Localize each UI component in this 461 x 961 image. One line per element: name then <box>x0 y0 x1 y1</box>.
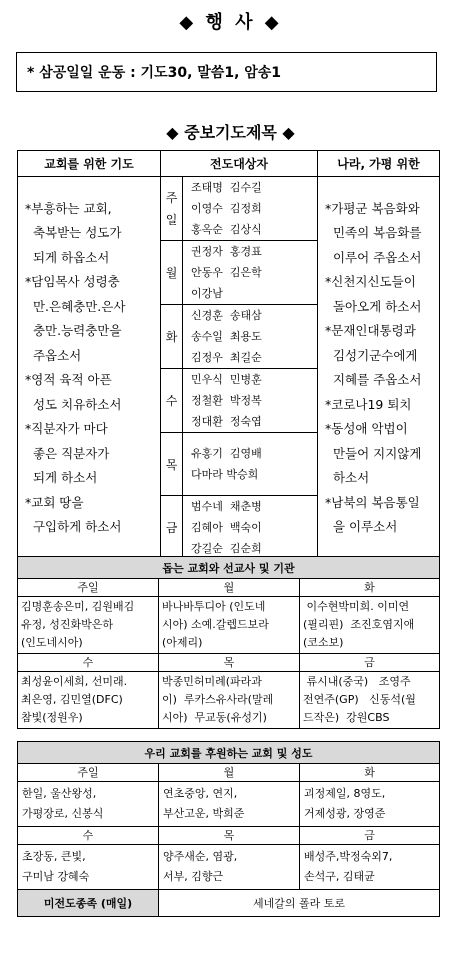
cell-line: 유정, 성진화박은하 <box>21 618 114 631</box>
support-table <box>17 741 440 917</box>
target-name-line: 안동우 김은학 <box>191 266 262 279</box>
support-cell <box>18 782 159 827</box>
day-header: 주일 <box>18 579 159 597</box>
nation-prayer-line: 민족의 복음화를 <box>325 225 422 240</box>
target-names <box>183 241 318 305</box>
cell-line: 이수현박미희. 이미연 <box>303 600 410 613</box>
support-cell <box>300 782 440 827</box>
day-header: 주일 <box>18 764 159 782</box>
target-name-line: 이강남 <box>191 287 223 300</box>
unreached-value: 세네갈의 폴라 토로 <box>159 890 440 917</box>
target-name-line: 정철환 박정복 <box>191 394 262 407</box>
nation-prayer-line: 하소서 <box>325 470 370 485</box>
header-targets: 전도대상자 <box>161 151 318 177</box>
day-label: 월 <box>161 241 183 305</box>
church-prayer-line: *부흥하는 교회, <box>25 200 112 216</box>
cell-line: 최은영, 김민열(DFC) <box>21 693 123 706</box>
target-name-line: 권정자 홍경표 <box>191 245 262 258</box>
support-cell <box>159 845 300 890</box>
day-header: 수 <box>18 654 159 672</box>
target-name-line: 송수일 최용도 <box>191 330 262 343</box>
cell-line: 가평장로, 신봉식 <box>22 807 104 820</box>
cell-line: 이) 루카스유사라(말레 <box>162 693 274 706</box>
nation-prayer-line: 지혜를 주옵소서 <box>325 372 422 387</box>
support-cell <box>300 845 440 890</box>
cell-line: 박종민허미례(파라과 <box>162 675 262 688</box>
church-prayer-line: 충만.능력충만을 <box>25 323 122 338</box>
nation-prayer-line: 을 이루소서 <box>325 519 398 534</box>
day-header: 목 <box>159 654 300 672</box>
target-names <box>183 433 318 496</box>
nation-prayer-line: 만들어 지지않게 <box>325 445 422 461</box>
cell-line: 초장동, 큰빛, <box>22 850 86 863</box>
day-label: 수 <box>161 369 183 433</box>
target-names <box>183 177 318 241</box>
day-header: 화 <box>300 764 440 782</box>
cell-line: (아제리) <box>162 636 203 649</box>
target-name-line: 홍옥순 김상식 <box>191 223 262 236</box>
target-name-line: 범수네 채춘병 <box>191 500 262 513</box>
day-header: 수 <box>18 827 159 845</box>
cell-line: 시아) 무교동(유성기) <box>162 711 267 724</box>
cell-line: (인도네시아) <box>21 636 83 649</box>
prayer-table <box>17 150 440 560</box>
church-prayer-list <box>18 177 161 560</box>
cell-line: 구미남 강혜숙 <box>22 870 90 883</box>
target-name-line: 민우식 민병훈 <box>191 373 262 386</box>
nation-prayer-line: 김성기군수에게 <box>325 347 418 363</box>
unreached-label: 미전도종족 (매일) <box>18 890 159 917</box>
mission-cell <box>18 672 159 729</box>
day-label: 주 일 <box>161 177 183 241</box>
church-prayer-line: 축복받는 성도가 <box>25 225 122 240</box>
cell-line: (필리핀) 조진호염지애 <box>303 618 415 631</box>
support-title: 우리 교회를 후원하는 교회 및 성도 <box>18 742 440 764</box>
nation-prayer-line: *동성애 악법이 <box>325 421 408 436</box>
day-header: 월 <box>159 764 300 782</box>
cell-line: 한일, 울산왕성, <box>22 787 97 800</box>
church-prayer-line: 되게 하옵소서 <box>25 249 110 265</box>
target-name-line: 김혜아 백숙이 <box>191 521 262 534</box>
header-nation: 나라, 가평 위한 <box>318 151 440 177</box>
cell-line: 배성주,박정숙외7, <box>304 850 393 863</box>
target-name-line: 정대환 정숙엽 <box>191 415 262 428</box>
day-header: 목 <box>159 827 300 845</box>
church-prayer-line: 좋은 직분자가 <box>25 445 110 461</box>
target-name-line: 이영수 김정희 <box>191 202 262 215</box>
day-label: 목 <box>161 433 183 496</box>
day-label: 금 <box>161 496 183 560</box>
cell-line: 시아) 소예.갈렙드보라 <box>162 618 269 631</box>
target-name-line: 유홍기 김영배 <box>191 447 262 460</box>
church-prayer-line: *영적 육적 아픈 <box>25 372 112 387</box>
mission-cell <box>300 672 440 729</box>
day-header: 금 <box>300 827 440 845</box>
target-name-line: 김정우 최길순 <box>191 351 262 364</box>
target-names <box>183 369 318 433</box>
cell-line: 거제성광, 장영준 <box>304 807 386 820</box>
church-prayer-line: *직분자가 마다 <box>25 421 108 436</box>
mission-cell <box>159 597 300 654</box>
event-title: ◆ 행 사 ◆ <box>179 12 282 33</box>
header-church: 교회를 위한 기도 <box>18 151 161 177</box>
cell-line: 서부, 김향근 <box>163 870 224 883</box>
day-header: 월 <box>159 579 300 597</box>
target-name-line: 조태명 김수길 <box>191 181 262 194</box>
event-box <box>16 52 437 92</box>
cell-line: 류시내(중국) 조영주 <box>303 675 411 688</box>
cell-line: (코소보) <box>303 636 344 649</box>
cell-line: 손석구, 김태균 <box>304 870 375 883</box>
church-prayer-line: 주옵소서 <box>25 347 82 363</box>
target-names <box>183 496 318 560</box>
cell-line: 양주새순, 염광, <box>163 850 238 863</box>
church-prayer-line: 만.은혜충만.은사 <box>25 298 126 314</box>
nation-prayer-line: *남북의 복음통일 <box>325 494 420 510</box>
prayer-title: ◆ 중보기도제목 ◆ <box>166 123 295 142</box>
church-prayer-line: 구입하게 하소서 <box>25 519 122 534</box>
cell-line: 드작은) 강원CBS <box>303 711 390 724</box>
day-label: 화 <box>161 305 183 369</box>
target-name-line: 강길순 김순희 <box>191 542 262 555</box>
mission-table <box>17 556 440 729</box>
nation-prayer-line: 돌아오게 하소서 <box>325 298 422 314</box>
event-line: * 삼공일일 운동 : 기도30, 말씀1, 암송1 <box>27 65 282 81</box>
mission-cell <box>18 597 159 654</box>
cell-line: 김명훈송은미, 김원배김 <box>21 600 135 613</box>
target-name-line: 다마라 박승희 <box>191 468 259 481</box>
cell-line: 전연주(GP) 신동석(월 <box>303 693 416 706</box>
mission-cell <box>159 672 300 729</box>
mission-cell <box>300 597 440 654</box>
church-prayer-line: *담임목사 성령충 <box>25 274 120 289</box>
nation-prayer-line: 이루어 주옵소서 <box>325 249 422 265</box>
cell-line: 참빛(정원우) <box>21 711 83 724</box>
support-cell <box>18 845 159 890</box>
cell-line: 연초중앙, 연지, <box>163 787 238 800</box>
nation-prayer-line: *가평군 복음화와 <box>325 200 420 216</box>
nation-prayer-line: *코로나19 퇴치 <box>325 396 412 412</box>
church-prayer-line: *교회 땅을 <box>25 494 84 510</box>
day-header: 화 <box>300 579 440 597</box>
cell-line: 괴정제일, 8영도, <box>304 787 386 800</box>
target-names <box>183 305 318 369</box>
church-prayer-line: 성도 치유하소서 <box>25 396 122 412</box>
mission-title: 돕는 교회와 선교사 및 기관 <box>18 557 440 579</box>
nation-prayer-line: *문재인대통령과 <box>325 323 416 338</box>
church-prayer-line: 되게 하소서 <box>25 470 98 485</box>
cell-line: 최성윤이세희, 선미래. <box>21 675 128 688</box>
cell-line: 바나바투디아 (인도네 <box>162 600 266 613</box>
nation-prayer-list <box>318 177 440 560</box>
target-name-line: 신경훈 송태삼 <box>191 309 262 322</box>
nation-prayer-line: *신천지신도들이 <box>325 274 416 289</box>
day-header: 금 <box>300 654 440 672</box>
cell-line: 부산고운, 박희준 <box>163 807 245 820</box>
support-cell <box>159 782 300 827</box>
